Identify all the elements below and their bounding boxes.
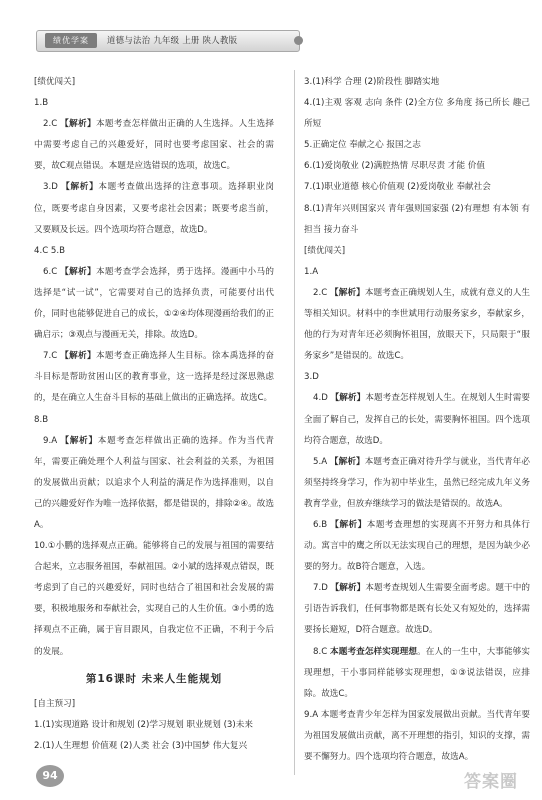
- header-dot-icon: [294, 36, 303, 45]
- answer-item: [304, 135, 530, 156]
- right-column: [304, 72, 530, 768]
- answer-text: 本题考查规划人生需要全面考虑。题干中的引语告诉我们，任何事物都是既有长处又有短处的，选择需要扬长避短，D符合题意。故选D。: [304, 583, 530, 636]
- answer-item: [304, 93, 530, 135]
- answer-item: [304, 72, 530, 93]
- answer-text: 4.C 5.B: [34, 245, 66, 256]
- answer-item: [304, 515, 530, 578]
- answer-key: 2.C: [313, 287, 331, 298]
- answer-text: 本题考查理想的实现离不开努力和具体行动。寓言中的鹰之所以无法实现自己的理想，是因为缺少必要的努力。故B符合题意，入选。: [304, 519, 530, 573]
- section-heading: [34, 694, 274, 715]
- answer-key: 3.D: [43, 182, 62, 193]
- answer-text: [绩优闯关]: [34, 77, 76, 87]
- answer-item: [34, 93, 274, 114]
- answer-item: [304, 578, 530, 641]
- answer-text: 本题考查学会选择，勇于选择。漫画中小马的选择是“试一试”，它需要对自己的选择负责，可能要付出代价，同时也能够促进自己的成长，①②④均体现漫画给我们的正确启示；③观点与漫画无关，排除。故选D。: [34, 266, 274, 341]
- answer-item: [34, 346, 274, 409]
- answer-text: [自主预习]: [34, 698, 76, 709]
- answer-key: 7.D: [313, 583, 331, 594]
- answer-text: 本题考查怎样做出正确的选择。作为当代青年，需要正确处理个人利益与国家、社会利益的关系，为祖国的发展做出贡献；以追求个人利益的满足作为选择准则，以自己的兴趣爱好作为唯一选择依据，都是错误的，排除②④。故选A。: [34, 435, 274, 530]
- analysis-label: 【解析】: [330, 287, 365, 298]
- answer-text: 8.B: [34, 414, 49, 425]
- answer-text: 3.(1)科学 合理 (2)阶段性 脚踏实地: [304, 77, 440, 87]
- analysis-label: 【解析】: [60, 351, 96, 362]
- answer-item: [304, 177, 530, 198]
- section-heading: [304, 241, 530, 262]
- answer-key: 7.C: [43, 351, 61, 362]
- answer-item: [304, 705, 530, 768]
- analysis-label: 【解析】: [329, 456, 365, 467]
- answer-item: [304, 452, 530, 515]
- answer-key: 2.C: [43, 119, 61, 130]
- answer-text: 3.D: [304, 372, 319, 383]
- analysis-label: 【解析】: [61, 182, 99, 193]
- header-subject: 道德与法治 九年级 上册 陕人教版: [107, 35, 238, 45]
- answer-item: [34, 410, 274, 431]
- analysis-label: 本题考查怎样实现理想: [330, 646, 418, 657]
- analysis-label: 【解析】: [60, 435, 98, 446]
- analysis-label: 【解析】: [330, 519, 367, 530]
- answer-text: 第16课时 未来人生能规划: [85, 672, 223, 685]
- section-heading: [34, 72, 274, 93]
- page-number: 94: [36, 765, 64, 787]
- answer-text: 1.(1)实现道路 设计和规划 (2)学习规划 职业规划 (3)未来: [34, 719, 253, 730]
- answer-text: 8.(1)青年兴则国家兴 青年强则国家强 (2)有理想 有本领 有担当 接力奋斗: [304, 203, 530, 235]
- header-badge: 绩优学案: [45, 33, 97, 48]
- answer-text: 4.(1)主观 客观 志向 条件 (2)全方位 多角度 扬己所长 趣己所短: [304, 98, 530, 130]
- answer-key: 6.C: [43, 266, 61, 277]
- answer-item: [304, 388, 530, 451]
- answer-text: 本题考查怎样规划人生。在规划人生时需要全面了解自己，发挥自己的长处，需要胸怀祖国。四个选项均符合题意，故选D。: [304, 393, 530, 446]
- answer-text: 本题考查正确规划人生，成就有意义的人生等相关知识。材料中的李世斌用行动服务家乡，奉献家乡，他的行为对青年还必须胸怀祖国，放眼天下，只局限于“服务家乡”是错误的。故选C。: [304, 287, 530, 362]
- answer-text: 本题考查做出选择的注意事项。选择职业岗位，既要考虑自身因素，又要考虑社会因素；既要考虑当前，又要顾及长远。四个选项均符合题意，故选D。: [34, 182, 274, 235]
- answer-item: [34, 736, 274, 757]
- answer-text: 本题考查正确对待升学与就业，当代青年必须坚持终身学习，作为初中毕业生，虽然已经完成九年义务教育学业，但放弃继续学习的做法是错误的。故选A。: [304, 456, 530, 509]
- answer-key: 9.A: [43, 435, 61, 446]
- answer-item: [34, 262, 274, 346]
- answer-item: [304, 199, 530, 241]
- answer-text: 本题考查正确选择人生目标。徐本禹选择的奋斗目标是帮助贫困山区的教育事业，这一选择是经过深思熟虑的，是在确立人生奋斗目标的基础上做出的正确选择。故选C。: [34, 351, 274, 404]
- analysis-label: 【解析】: [60, 266, 96, 277]
- answer-text: 1.B: [34, 98, 49, 109]
- answer-item: [34, 715, 274, 736]
- analysis-label: 【解析】: [60, 119, 96, 130]
- analysis-label: 【解析】: [330, 583, 366, 594]
- answer-text: 本题考查怎样做出正确的人生选择。人生选择中需要考虑自己的兴趣爱好，同时也要考虑国家、社会的需要，故C观点错误。本题是应选错误的选项，故选C。: [34, 119, 274, 172]
- answer-text: 。在人的一生中，大事能够实现理想，干小事同样能够实现理想，①③说法错误，应排除。故选C。: [304, 646, 530, 699]
- answer-text: 10.①小鹏的选择观点正确。能够将自己的发展与祖国的需要结合起来，立志服务祖国，奉献祖国。②小斌的选择观点错误，既考虑到了自己的兴趣爱好，同时也结合了祖国和社会发展的需要，积极地服务和奉献社会，实现自己的人生价值。③小勇的选择观点不正确，属于盲目跟风，自我定位不正确，不利于今后的发展。: [34, 541, 274, 657]
- answer-key: 6.B: [313, 519, 331, 530]
- answer-text: 5.正确定位 奉献之心 报国之志: [304, 140, 421, 151]
- answer-item: [304, 283, 530, 367]
- answer-item: [34, 114, 274, 177]
- answer-item: [34, 431, 274, 536]
- answer-text: 2.(1)人生理想 价值观 (2)人类 社会 (3)中国梦 伟大复兴: [34, 740, 248, 751]
- lesson-title: [34, 669, 274, 690]
- page-header: [36, 30, 300, 52]
- answer-key: 5.A: [313, 456, 330, 467]
- answer-text: [绩优闯关]: [304, 245, 346, 256]
- answer-item: [304, 262, 530, 283]
- answer-key: 8.C: [313, 646, 331, 657]
- answer-item: [304, 367, 530, 388]
- answer-item: [304, 642, 530, 705]
- left-column: [34, 72, 274, 757]
- answer-text: 7.(1)职业道德 核心价值观 (2)爱岗敬业 奉献社会: [304, 182, 491, 193]
- answer-key: 4.D: [313, 393, 331, 404]
- answer-item: [34, 177, 274, 240]
- answer-item: [34, 536, 274, 663]
- answer-text: 9.A 本题考查青少年怎样为国家发展做出贡献。当代青年要为祖国发展做出贡献，离不开理想的指引，知识的支撑，需要不懈努力。四个选项均符合题意，故选A。: [304, 709, 530, 762]
- answer-text: 6.(1)爱岗敬业 (2)满腔热情 尽职尽责 才能 价值: [304, 161, 485, 172]
- watermark-logo: 答案圈: [464, 772, 518, 792]
- answer-item: [34, 241, 274, 262]
- analysis-label: 【解析】: [330, 393, 366, 404]
- column-divider: [294, 70, 295, 775]
- answer-text: 1.A: [304, 266, 319, 277]
- answer-item: [304, 156, 530, 177]
